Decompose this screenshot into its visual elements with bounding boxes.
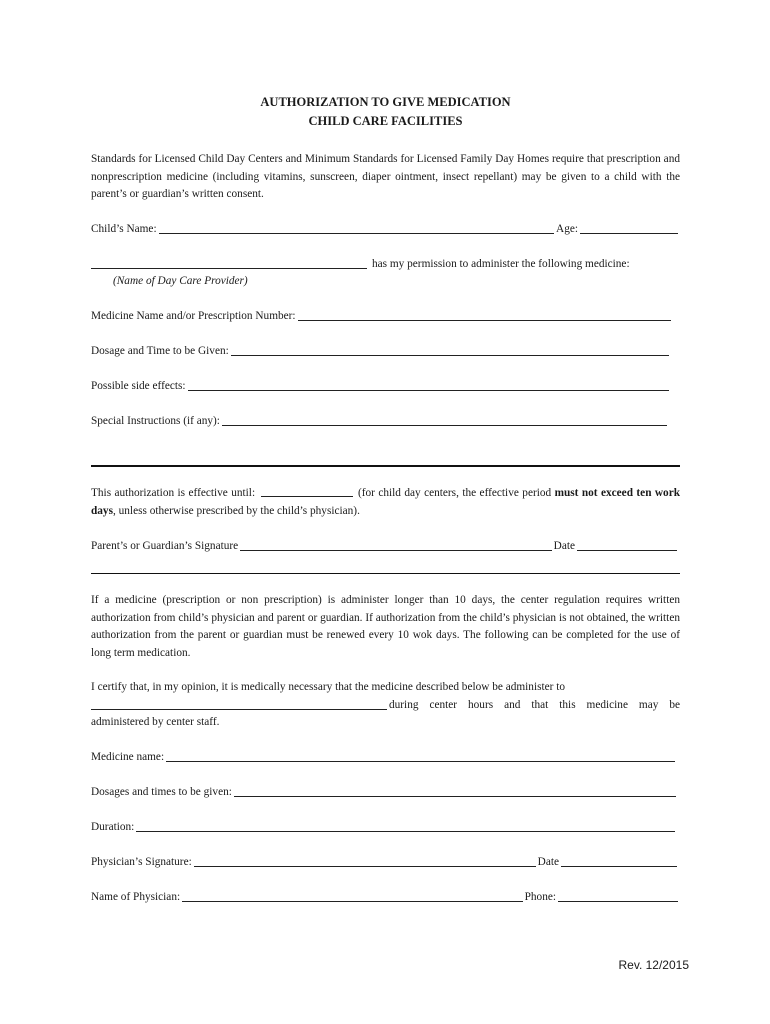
childs-name-label: Child’s Name: (91, 223, 157, 235)
physician-signature-field[interactable] (194, 866, 536, 867)
physician-signature-row (91, 854, 677, 871)
provider-name-field[interactable] (91, 268, 367, 269)
side-effects-row (91, 378, 671, 395)
duration-label: Duration: (91, 821, 135, 833)
physician-name-row (91, 889, 678, 906)
effective-pre-text: This authorization is effective until: (91, 487, 256, 499)
medicine-name-label: Medicine name: (91, 751, 165, 763)
childs-name-field[interactable] (159, 233, 554, 234)
permission-text: has my permission to administer the following medicine: (372, 258, 630, 270)
age-label: Age: (556, 223, 578, 235)
physician-name-field[interactable] (182, 901, 523, 902)
parent-date-field[interactable] (577, 550, 677, 551)
certify-line-1: I certify that, in my opinion, it is medically necessary that the medicine described below be administer to (91, 681, 566, 693)
medicine-number-field[interactable] (298, 320, 671, 321)
physician-date-field[interactable] (561, 866, 677, 867)
certify-line-3: administered by center staff. (91, 716, 220, 728)
section-divider (91, 465, 680, 467)
special-instructions-row (91, 413, 669, 430)
phone-label: Phone: (524, 891, 556, 903)
dosage-time-label: Dosage and Time to be Given: (91, 345, 229, 357)
certify-child-field[interactable] (91, 709, 387, 710)
parent-signature-label: Parent’s or Guardian’s Signature (91, 540, 239, 552)
certify-line-2: during center hours and that this medicine may be (389, 699, 680, 711)
long-term-paragraph: If a medicine (prescription or non prescription) is administer longer than 10 days, the center regulation requires written authorization from child’s physician and parent or guardian. If authorization from the child’s physician is not obtained, the written authorization from the parent or guardian must be renewed every 10 wok days. The following can be completed for the use of long term medication. (91, 594, 680, 659)
parent-signature-field[interactable] (240, 550, 552, 551)
revision-label: Rev. 12/2015 (618, 958, 689, 972)
effective-mid-text: (for child day centers, the effective period (357, 487, 552, 499)
medicine-name-field[interactable] (166, 761, 675, 762)
effective-paragraph (91, 485, 680, 520)
physician-signature-label: Physician’s Signature: (91, 856, 192, 868)
duration-field[interactable] (136, 831, 675, 832)
dosages-times-row (91, 784, 678, 801)
phone-field[interactable] (558, 901, 678, 902)
effective-post-text: , unless otherwise prescribed by the child’s physician). (112, 504, 360, 517)
dosages-times-label: Dosages and times to be given: (91, 786, 232, 798)
medicine-number-label: Medicine Name and/or Prescription Number: (91, 310, 296, 322)
childs-name-row (91, 221, 680, 238)
provider-row (91, 256, 680, 273)
dosages-times-field[interactable] (234, 796, 676, 797)
side-effects-field[interactable] (188, 390, 669, 391)
certify-line-2-row (91, 697, 680, 714)
side-effects-label: Possible side effects: (91, 380, 186, 392)
form-subtitle: CHILD CARE FACILITIES (308, 114, 463, 128)
dosage-time-field[interactable] (231, 355, 669, 356)
physician-name-label: Name of Physician: (91, 891, 181, 903)
special-instructions-label: Special Instructions (if any): (91, 415, 220, 427)
duration-row (91, 819, 677, 836)
effective-limit-text: must not exceed ten work days (91, 487, 681, 517)
medicine-name-row (91, 749, 677, 766)
parent-signature-row (91, 538, 677, 555)
form-title: AUTHORIZATION TO GIVE MEDICATION (260, 95, 511, 109)
medicine-number-row (91, 308, 673, 325)
special-instructions-field[interactable] (222, 425, 667, 426)
section-divider-2 (91, 573, 680, 574)
physician-date-label: Date (537, 856, 559, 868)
parent-date-label: Date (553, 540, 575, 552)
provider-caption: (Name of Day Care Provider) (113, 275, 248, 287)
dosage-time-row (91, 343, 671, 360)
age-field[interactable] (580, 233, 678, 234)
intro-paragraph: Standards for Licensed Child Day Centers and Minimum Standards for Licensed Family Day Homes require that prescription and nonprescription medicine (including vitamins, sunscreen, diaper ointment, insect repellant) may be given to a child with the parent’s or guardian’s written consent. (91, 153, 680, 200)
effective-until-field[interactable] (261, 496, 353, 497)
